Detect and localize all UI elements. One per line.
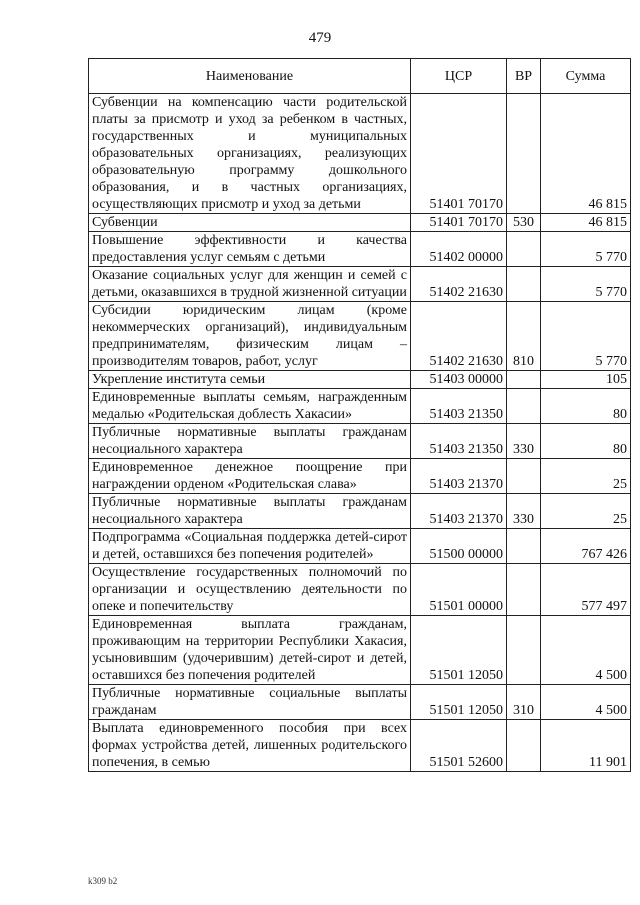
- row-name: Подпрограмма «Социальная поддержка детей-сирот и детей, оставшихся без попечения родителей»: [89, 529, 411, 564]
- table-row: [89, 94, 631, 214]
- table-row: [89, 685, 631, 720]
- row-name: Публичные нормативные социальные выплаты гражданам: [89, 685, 411, 720]
- page-number: 479: [308, 30, 332, 46]
- row-csr: 51501 00000: [411, 564, 507, 616]
- table-row: [89, 302, 631, 371]
- row-name: Оказание социальных услуг для женщин и семей с детьми, оказавшихся в трудной жизненной ситуации: [89, 267, 411, 302]
- row-sum: 4 500: [541, 685, 631, 720]
- row-vr: [507, 529, 541, 564]
- row-sum: 577 497: [541, 564, 631, 616]
- table-row: [89, 371, 631, 389]
- table-row: [89, 529, 631, 564]
- row-csr: 51402 00000: [411, 232, 507, 267]
- row-sum: 80: [541, 389, 631, 424]
- row-csr: 51402 21630: [411, 302, 507, 371]
- row-name: Единовременная выплата гражданам, проживающим на территории Республики Хакасия, усыновившим (удочерившим) детей-сирот и детей, оставшихся без попечения родителей: [89, 616, 411, 685]
- row-csr: 51501 52600: [411, 720, 507, 772]
- table-row: [89, 720, 631, 772]
- row-csr: 51501 12050: [411, 685, 507, 720]
- row-name: Субвенции на компенсацию части родительской платы за присмотр и уход за ребенком в частных, государственных и муниципальных образовательных организациях, реализующих образовательную программу дошкольного образования, и в частных организациях, осуществляющих присмотр и уход за детьми: [89, 94, 411, 214]
- row-csr: 51401 70170: [411, 214, 507, 232]
- table-row: [89, 459, 631, 494]
- row-sum: 25: [541, 459, 631, 494]
- header-name: Наименование: [89, 59, 411, 94]
- row-vr: [507, 371, 541, 389]
- row-sum: 11 901: [541, 720, 631, 772]
- table-row: [89, 232, 631, 267]
- row-sum: 46 815: [541, 94, 631, 214]
- row-name: Субвенции: [89, 214, 411, 232]
- row-sum: 46 815: [541, 214, 631, 232]
- row-vr: [507, 720, 541, 772]
- row-name: Повышение эффективности и качества предоставления услуг семьям с детьми: [89, 232, 411, 267]
- table-row: [89, 494, 631, 529]
- row-sum: 5 770: [541, 302, 631, 371]
- row-csr: 51403 21350: [411, 424, 507, 459]
- footer-code: k309 b2: [88, 876, 118, 886]
- row-vr: [507, 94, 541, 214]
- row-vr: [507, 616, 541, 685]
- row-sum: 767 426: [541, 529, 631, 564]
- header-vr: ВР: [507, 59, 541, 94]
- budget-table: [88, 58, 631, 772]
- row-name: Единовременные выплаты семьям, награжденным медалью «Родительская доблесть Хакасии»: [89, 389, 411, 424]
- table-row: [89, 564, 631, 616]
- row-sum: 4 500: [541, 616, 631, 685]
- row-vr: [507, 389, 541, 424]
- row-sum: 5 770: [541, 232, 631, 267]
- row-vr: 810: [507, 302, 541, 371]
- row-sum: 105: [541, 371, 631, 389]
- row-csr: 51403 21370: [411, 459, 507, 494]
- row-name: Публичные нормативные выплаты гражданам несоциального характера: [89, 424, 411, 459]
- header-sum: Сумма: [541, 59, 631, 94]
- row-name: Субсидии юридическим лицам (кроме некоммерческих организаций), индивидуальным предпринимателям, физическим лицам – производителям товаров, работ, услуг: [89, 302, 411, 371]
- table-row: [89, 267, 631, 302]
- row-sum: 80: [541, 424, 631, 459]
- row-name: Публичные нормативные выплаты гражданам несоциального характера: [89, 494, 411, 529]
- row-vr: [507, 232, 541, 267]
- table-row: [89, 214, 631, 232]
- row-name: Выплата единовременного пособия при всех формах устройства детей, лишенных родительского попечения, в семью: [89, 720, 411, 772]
- row-vr: 530: [507, 214, 541, 232]
- row-csr: 51403 21350: [411, 389, 507, 424]
- row-csr: 51403 00000: [411, 371, 507, 389]
- row-csr: 51500 00000: [411, 529, 507, 564]
- table-header-row: [89, 59, 631, 94]
- row-name: Осуществление государственных полномочий по организации и осуществлению деятельности по опеке и попечительству: [89, 564, 411, 616]
- table-row: [89, 424, 631, 459]
- row-name: Единовременное денежное поощрение при награждении орденом «Родительская слава»: [89, 459, 411, 494]
- row-vr: [507, 267, 541, 302]
- row-vr: 330: [507, 494, 541, 529]
- header-csr: ЦСР: [411, 59, 507, 94]
- row-vr: [507, 459, 541, 494]
- row-csr: 51402 21630: [411, 267, 507, 302]
- row-vr: 330: [507, 424, 541, 459]
- row-csr: 51403 21370: [411, 494, 507, 529]
- row-vr: [507, 564, 541, 616]
- row-sum: 25: [541, 494, 631, 529]
- row-csr: 51401 70170: [411, 94, 507, 214]
- row-sum: 5 770: [541, 267, 631, 302]
- row-vr: 310: [507, 685, 541, 720]
- row-csr: 51501 12050: [411, 616, 507, 685]
- table-row: [89, 389, 631, 424]
- table-row: [89, 616, 631, 685]
- row-name: Укрепление института семьи: [89, 371, 411, 389]
